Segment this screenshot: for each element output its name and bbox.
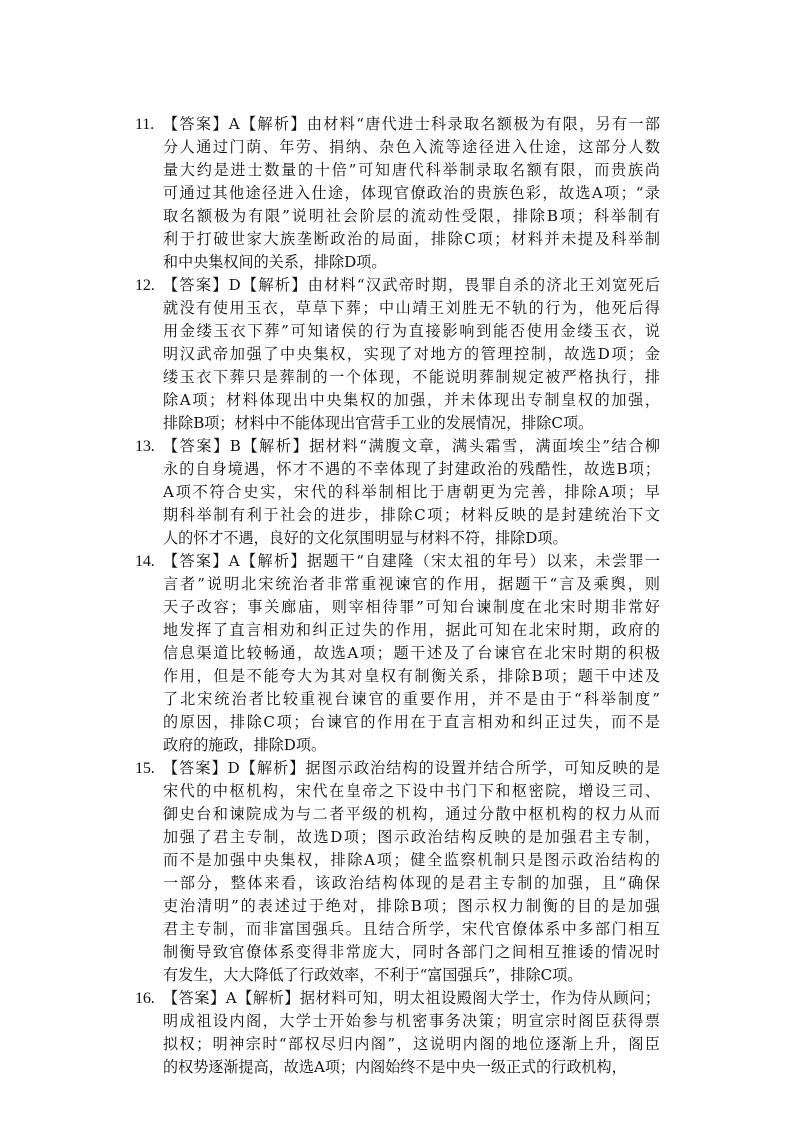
explanation-line: 明成祖设内阁，大学士开始参与机密事务决策；明宣宗时阁臣获得票 [163,1012,660,1030]
explanation-line: 地发挥了直言相劝和纠正过失的作用，据此可知在北宋时期，政府的 [163,621,660,639]
explanation-line: 吏治清明”的表述过于绝对，排除B项；图示权力制衡的目的是加强 [163,897,660,915]
explanation-line: 信息渠道比较畅通，故选A项；题干述及了台谏官在北宋时期的积极 [163,644,660,662]
explanation-line: 量大约是进士数量的十倍”可知唐代科举制录取名额有限，而贵族尚 [163,161,660,179]
answer-number: 13. [135,437,155,455]
explanation-line: 和中央集权间的关系，排除D项。 [163,253,387,271]
explanation-line: 君主专制，而非富国强兵。且结合所学，宋代官僚体系中多部门相互 [163,920,660,938]
explanation-line: 【答案】B【解析】据材料“满腹文章，满头霜雪，满面埃尘”结合柳 [163,437,660,455]
explanation-line: A项不符合史实，宋代的科举制相比于唐朝更为完善，排除A项；早 [163,483,660,501]
explanation-line: 制衡导致官僚体系变得非常庞大，同时各部门之间相互推诿的情况时 [163,943,660,961]
answer-item [135,987,660,1079]
explanation-line: 有发生，大大降低了行政效率，不利于“富国强兵”，排除C项。 [163,966,583,984]
answer-item [135,550,660,757]
explanation-line: 【答案】D【解析】据图示政治结构的设置并结合所学，可知反映的是 [163,759,660,777]
answer-number: 14. [135,552,155,570]
explanation-line: 利于打破世家大族垄断政治的局面，排除C项；材料并未提及科举制 [163,230,660,248]
explanation-line: 一部分，整体来看，该政治结构体现的是君主专制的加强，且“确保 [163,874,660,892]
explanation-line: 而不是加强中央集权，排除A项；健全监察机制只是图示政治结构的 [163,851,660,869]
explanation-line: 政府的施政，排除D项。 [163,736,327,754]
explanation-line: 永的自身境遇，怀才不遇的不幸体现了封建政治的残酷性，故选B项； [163,460,660,478]
answer-item [135,274,660,435]
explanation-line: 【答案】A【解析】据题干“自建隆（宋太祖的年号）以来，未尝罪一 [163,552,660,570]
explanation-line: 作用，但是不能夸大为其对皇权有制衡关系，排除B项；题干中述及 [163,667,660,685]
answer-number: 12. [135,276,155,294]
explanation-line: 了北宋统治者比较重视台谏官的重要作用，并不是由于“科举制度” [163,690,660,708]
explanation-line: 就没有使用玉衣，草草下葬；中山靖王刘胜无不轨的行为，他死后得 [163,299,660,317]
answer-number: 15. [135,759,155,777]
explanation-line: 人的怀才不遇，良好的文化氛围明显与材料不符，排除D项。 [163,529,568,547]
explanation-line: 缕玉衣下葬只是葬制的一个体现，不能说明葬制规定被严格执行，排 [163,368,660,386]
explanation-line: 加强了君主专制，故选D项；图示政治结构反映的是加强君主专制， [163,828,660,846]
explanation-line: 明汉武帝加强了中央集权，实现了对地方的管理控制，故选D项；金 [163,345,660,363]
answer-item [135,757,660,987]
answer-explanation [163,274,660,435]
explanation-line: 用金缕玉衣下葬”可知诸侯的行为直接影响到能否使用金缕玉衣，说 [163,322,660,340]
explanation-line: 分人通过门荫、年劳、捐纳、杂色入流等途径进入仕途，这部分人数 [163,138,660,156]
explanation-line: 【答案】D【解析】由材料“汉武帝时期，畏罪自杀的济北王刘宽死后 [163,276,660,294]
answer-explanation [163,987,660,1079]
explanation-line: 【答案】A【解析】据材料可知，明太祖设殿阁大学士，作为侍从顾问； [163,989,660,1007]
explanation-line: 言者”说明北宋统治者非常重视谏官的作用，据题干“言及乘舆，则 [163,575,660,593]
explanation-line: 期科举制有利于社会的进步，排除C项；材料反映的是封建统治下文 [163,506,660,524]
answer-explanation [163,113,660,274]
explanation-line: 可通过其他途径进入仕途，体现官僚政治的贵族色彩，故选A项；“录 [163,184,660,202]
explanation-line: 【答案】A【解析】由材料“唐代进士科录取名额极为有限，另有一部 [163,115,660,133]
answer-explanation [163,550,660,757]
explanation-line: 天子改容；事关廊庙，则宰相待罪”可知台谏制度在北宋时期非常好 [163,598,660,616]
answer-list [135,113,660,1079]
explanation-line: 的权势逐渐提高，故选A项；内阁始终不是中央一级正式的行政机构， [163,1058,627,1076]
explanation-line: 御史台和谏院成为与二者平级的机构，通过分散中枢机构的权力从而 [163,805,660,823]
answer-item [135,435,660,550]
explanation-line: 的原因，排除C项；台谏官的作用在于直言相劝和纠正过失，而不是 [163,713,660,731]
answer-explanation [163,757,660,987]
explanation-line: 排除B项；材料中不能体现出官营手工业的发展情况，排除C项。 [163,414,594,432]
explanation-line: 拟权；明神宗时“部权尽归内阁”，这说明内阁的地位逐渐上升，阁臣 [163,1035,660,1053]
explanation-line: 取名额极为有限”说明社会阶层的流动性受限，排除B项；科举制有 [163,207,660,225]
answer-number: 16. [135,989,155,1007]
answer-item [135,113,660,274]
answer-number: 11. [135,115,155,133]
explanation-line: 除A项；材料体现出中央集权的加强，并未体现出专制皇权的加强， [163,391,660,409]
explanation-line: 宋代的中枢机构，宋代在皇帝之下设中书门下和枢密院，增设三司、 [163,782,660,800]
answer-explanation [163,435,660,550]
